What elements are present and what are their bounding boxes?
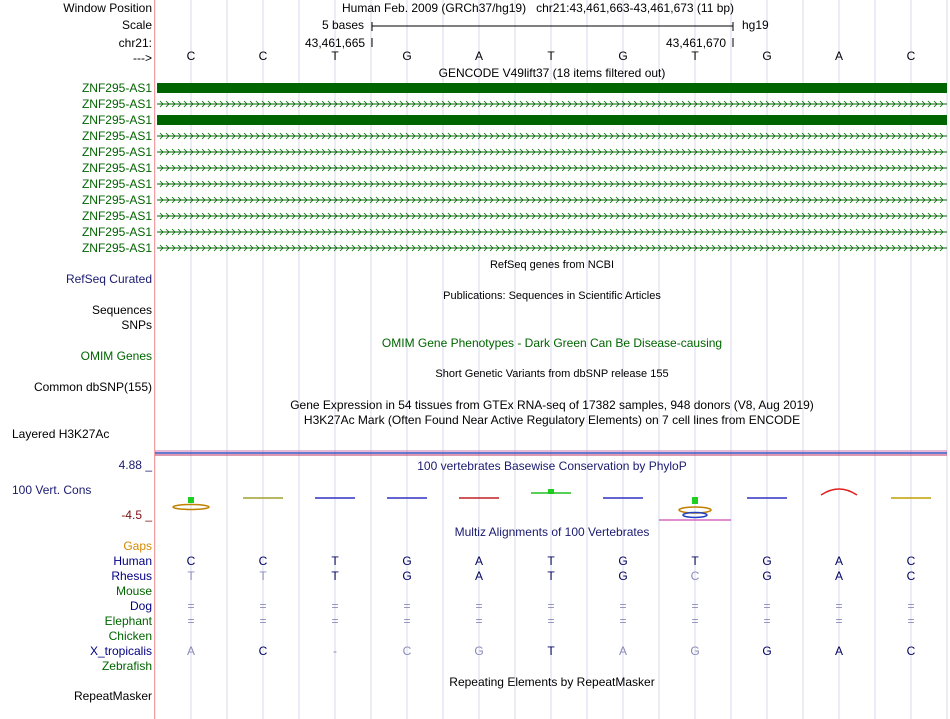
aligned-base: A — [474, 569, 484, 583]
scale-text: 5 bases — [322, 18, 365, 32]
cons-logo — [692, 497, 698, 504]
aligned-base: = — [907, 614, 915, 628]
gaps-label: Gaps — [123, 539, 152, 553]
aligned-base: T — [331, 554, 339, 568]
omim-track-title[interactable]: OMIM Gene Phenotypes - Dark Green Can Be Disease-causing — [381, 336, 723, 350]
aligned-base: = — [259, 614, 267, 628]
phylop-track-title[interactable]: 100 vertebrates Basewise Conservation by PhyloP — [417, 459, 687, 473]
species-label[interactable]: Human — [113, 554, 152, 568]
cons-max-label: 4.88 _ — [118, 458, 152, 472]
omim-label[interactable]: OMIM Genes — [80, 349, 152, 363]
gencode-item-label[interactable]: ZNF295-AS1 — [81, 97, 152, 111]
gene-exon-block — [157, 83, 947, 93]
gencode-item-label[interactable]: ZNF295-AS1 — [81, 113, 152, 127]
gencode-item-label[interactable]: ZNF295-AS1 — [81, 129, 152, 143]
species-label[interactable]: Chicken — [108, 629, 152, 643]
gencode-item-label[interactable]: ZNF295-AS1 — [81, 225, 152, 239]
aligned-base: C — [906, 644, 916, 658]
aligned-base: C — [258, 554, 268, 568]
aligned-base: = — [907, 599, 915, 613]
species-label[interactable]: Dog — [129, 599, 152, 613]
aligned-base: = — [619, 614, 627, 628]
aligned-base: C — [258, 644, 268, 658]
aligned-base: = — [691, 614, 699, 628]
aligned-base: G — [618, 554, 628, 568]
species-label[interactable]: X_tropicalis — [89, 644, 152, 658]
reference-base: C — [906, 49, 916, 63]
aligned-base: C — [186, 554, 196, 568]
aligned-base: G — [402, 554, 412, 568]
aligned-base: = — [547, 599, 555, 613]
window-position-label: Window Position — [63, 1, 152, 15]
gencode-item-label[interactable]: ZNF295-AS1 — [81, 161, 152, 175]
repeatmasker-track-title[interactable]: Repeating Elements by RepeatMasker — [449, 675, 655, 689]
gencode-item-label[interactable]: ZNF295-AS1 — [81, 209, 152, 223]
scale-label: Scale — [121, 18, 152, 32]
aligned-base: T — [547, 554, 555, 568]
dbsnp-track-title[interactable]: Short Genetic Variants from dbSNP release 155 — [435, 368, 669, 380]
multiz-track-title[interactable]: Multiz Alignments of 100 Vertebrates — [454, 525, 650, 539]
aligned-base: G — [762, 569, 772, 583]
aligned-base: = — [835, 599, 843, 613]
dbsnp-label[interactable]: Common dbSNP(155) — [33, 380, 152, 394]
reference-base: A — [474, 49, 484, 63]
aligned-base: G — [474, 644, 484, 658]
aligned-base: = — [331, 614, 339, 628]
scale-db: hg19 — [742, 18, 769, 32]
aligned-base: A — [474, 554, 484, 568]
aligned-base: G — [618, 569, 628, 583]
aligned-base: = — [187, 599, 195, 613]
refseq-track-title[interactable]: RefSeq genes from NCBI — [489, 259, 615, 271]
repeatmasker-label[interactable]: RepeatMasker — [73, 689, 152, 703]
aligned-base: C — [690, 569, 700, 583]
gtex-track-title[interactable]: Gene Expression in 54 tissues from GTEx RNA-seq of 17382 samples, 948 donors (V8, Aug 2019) — [290, 398, 814, 412]
cons-min-label: -4.5 _ — [121, 508, 152, 522]
sequences-label[interactable]: Sequences — [91, 303, 152, 317]
aligned-base: A — [834, 644, 844, 658]
aligned-base: A — [186, 644, 196, 658]
aligned-base: C — [402, 644, 412, 658]
aligned-base: = — [331, 599, 339, 613]
aligned-base: G — [690, 644, 700, 658]
h3k27ac-label[interactable]: Layered H3K27Ac — [12, 427, 110, 441]
reference-base: G — [618, 49, 628, 63]
aligned-base: T — [187, 569, 195, 583]
aligned-base: T — [547, 644, 555, 658]
reference-base: T — [331, 49, 339, 63]
species-label[interactable]: Mouse — [115, 584, 152, 598]
gencode-item-label[interactable]: ZNF295-AS1 — [81, 193, 152, 207]
gencode-item-label[interactable]: ZNF295-AS1 — [81, 81, 152, 95]
assembly-title: Human Feb. 2009 (GRCh37/hg19) chr21:43,461,663-43,461,673 (11 bp) — [342, 1, 735, 15]
cons-logo — [188, 497, 194, 503]
aligned-base: T — [331, 569, 339, 583]
aligned-base: = — [259, 599, 267, 613]
aligned-base: T — [691, 554, 699, 568]
reference-base: T — [691, 49, 699, 63]
reference-base: C — [186, 49, 196, 63]
aligned-base: = — [403, 599, 411, 613]
aligned-base: G — [402, 569, 412, 583]
aligned-base: - — [333, 644, 337, 658]
publications-track-title[interactable]: Publications: Sequences in Scientific Articles — [443, 290, 661, 302]
h3k27ac-track-title[interactable]: H3K27Ac Mark (Often Found Near Active Regulatory Elements) on 7 cell lines from ENCODE — [303, 413, 801, 427]
aligned-base: = — [619, 599, 627, 613]
gencode-item-label[interactable]: ZNF295-AS1 — [81, 177, 152, 191]
reference-base: G — [762, 49, 772, 63]
species-label[interactable]: Zebrafish — [101, 659, 152, 673]
cons-track-label[interactable]: 100 Vert. Cons — [12, 483, 92, 497]
aligned-base: A — [618, 644, 628, 658]
aligned-base: G — [762, 554, 772, 568]
aligned-base: G — [762, 644, 772, 658]
aligned-base: C — [906, 569, 916, 583]
aligned-base: A — [834, 569, 844, 583]
aligned-base: = — [475, 614, 483, 628]
aligned-base: = — [403, 614, 411, 628]
aligned-base: = — [835, 614, 843, 628]
reference-base: G — [402, 49, 412, 63]
refseq-label[interactable]: RefSeq Curated — [65, 272, 152, 286]
snps-label[interactable]: SNPs — [121, 318, 152, 332]
aligned-base: = — [763, 599, 771, 613]
reference-base: A — [834, 49, 844, 63]
gene-exon-block — [157, 115, 947, 125]
aligned-base: T — [547, 569, 555, 583]
aligned-base: T — [259, 569, 267, 583]
aligned-base: = — [763, 614, 771, 628]
aligned-base: A — [834, 554, 844, 568]
aligned-base: = — [691, 599, 699, 613]
species-label[interactable]: Rhesus — [111, 569, 152, 583]
chrom-label: chr21: — [118, 36, 152, 50]
aligned-base: C — [906, 554, 916, 568]
reference-base: C — [258, 49, 268, 63]
gencode-item-label[interactable]: ZNF295-AS1 — [81, 241, 152, 255]
gencode-item-label[interactable]: ZNF295-AS1 — [81, 145, 152, 159]
species-label[interactable]: Elephant — [104, 614, 152, 628]
aligned-base: = — [187, 614, 195, 628]
coord-right: 43,461,670 — [666, 36, 727, 50]
gencode-track-title[interactable]: GENCODE V49lift37 (18 items filtered out) — [438, 66, 666, 80]
reference-base: T — [547, 49, 555, 63]
aligned-base: = — [547, 614, 555, 628]
strand-label: ---> — [133, 51, 152, 65]
aligned-base: = — [475, 599, 483, 613]
coord-left: 43,461,665 — [305, 36, 366, 50]
